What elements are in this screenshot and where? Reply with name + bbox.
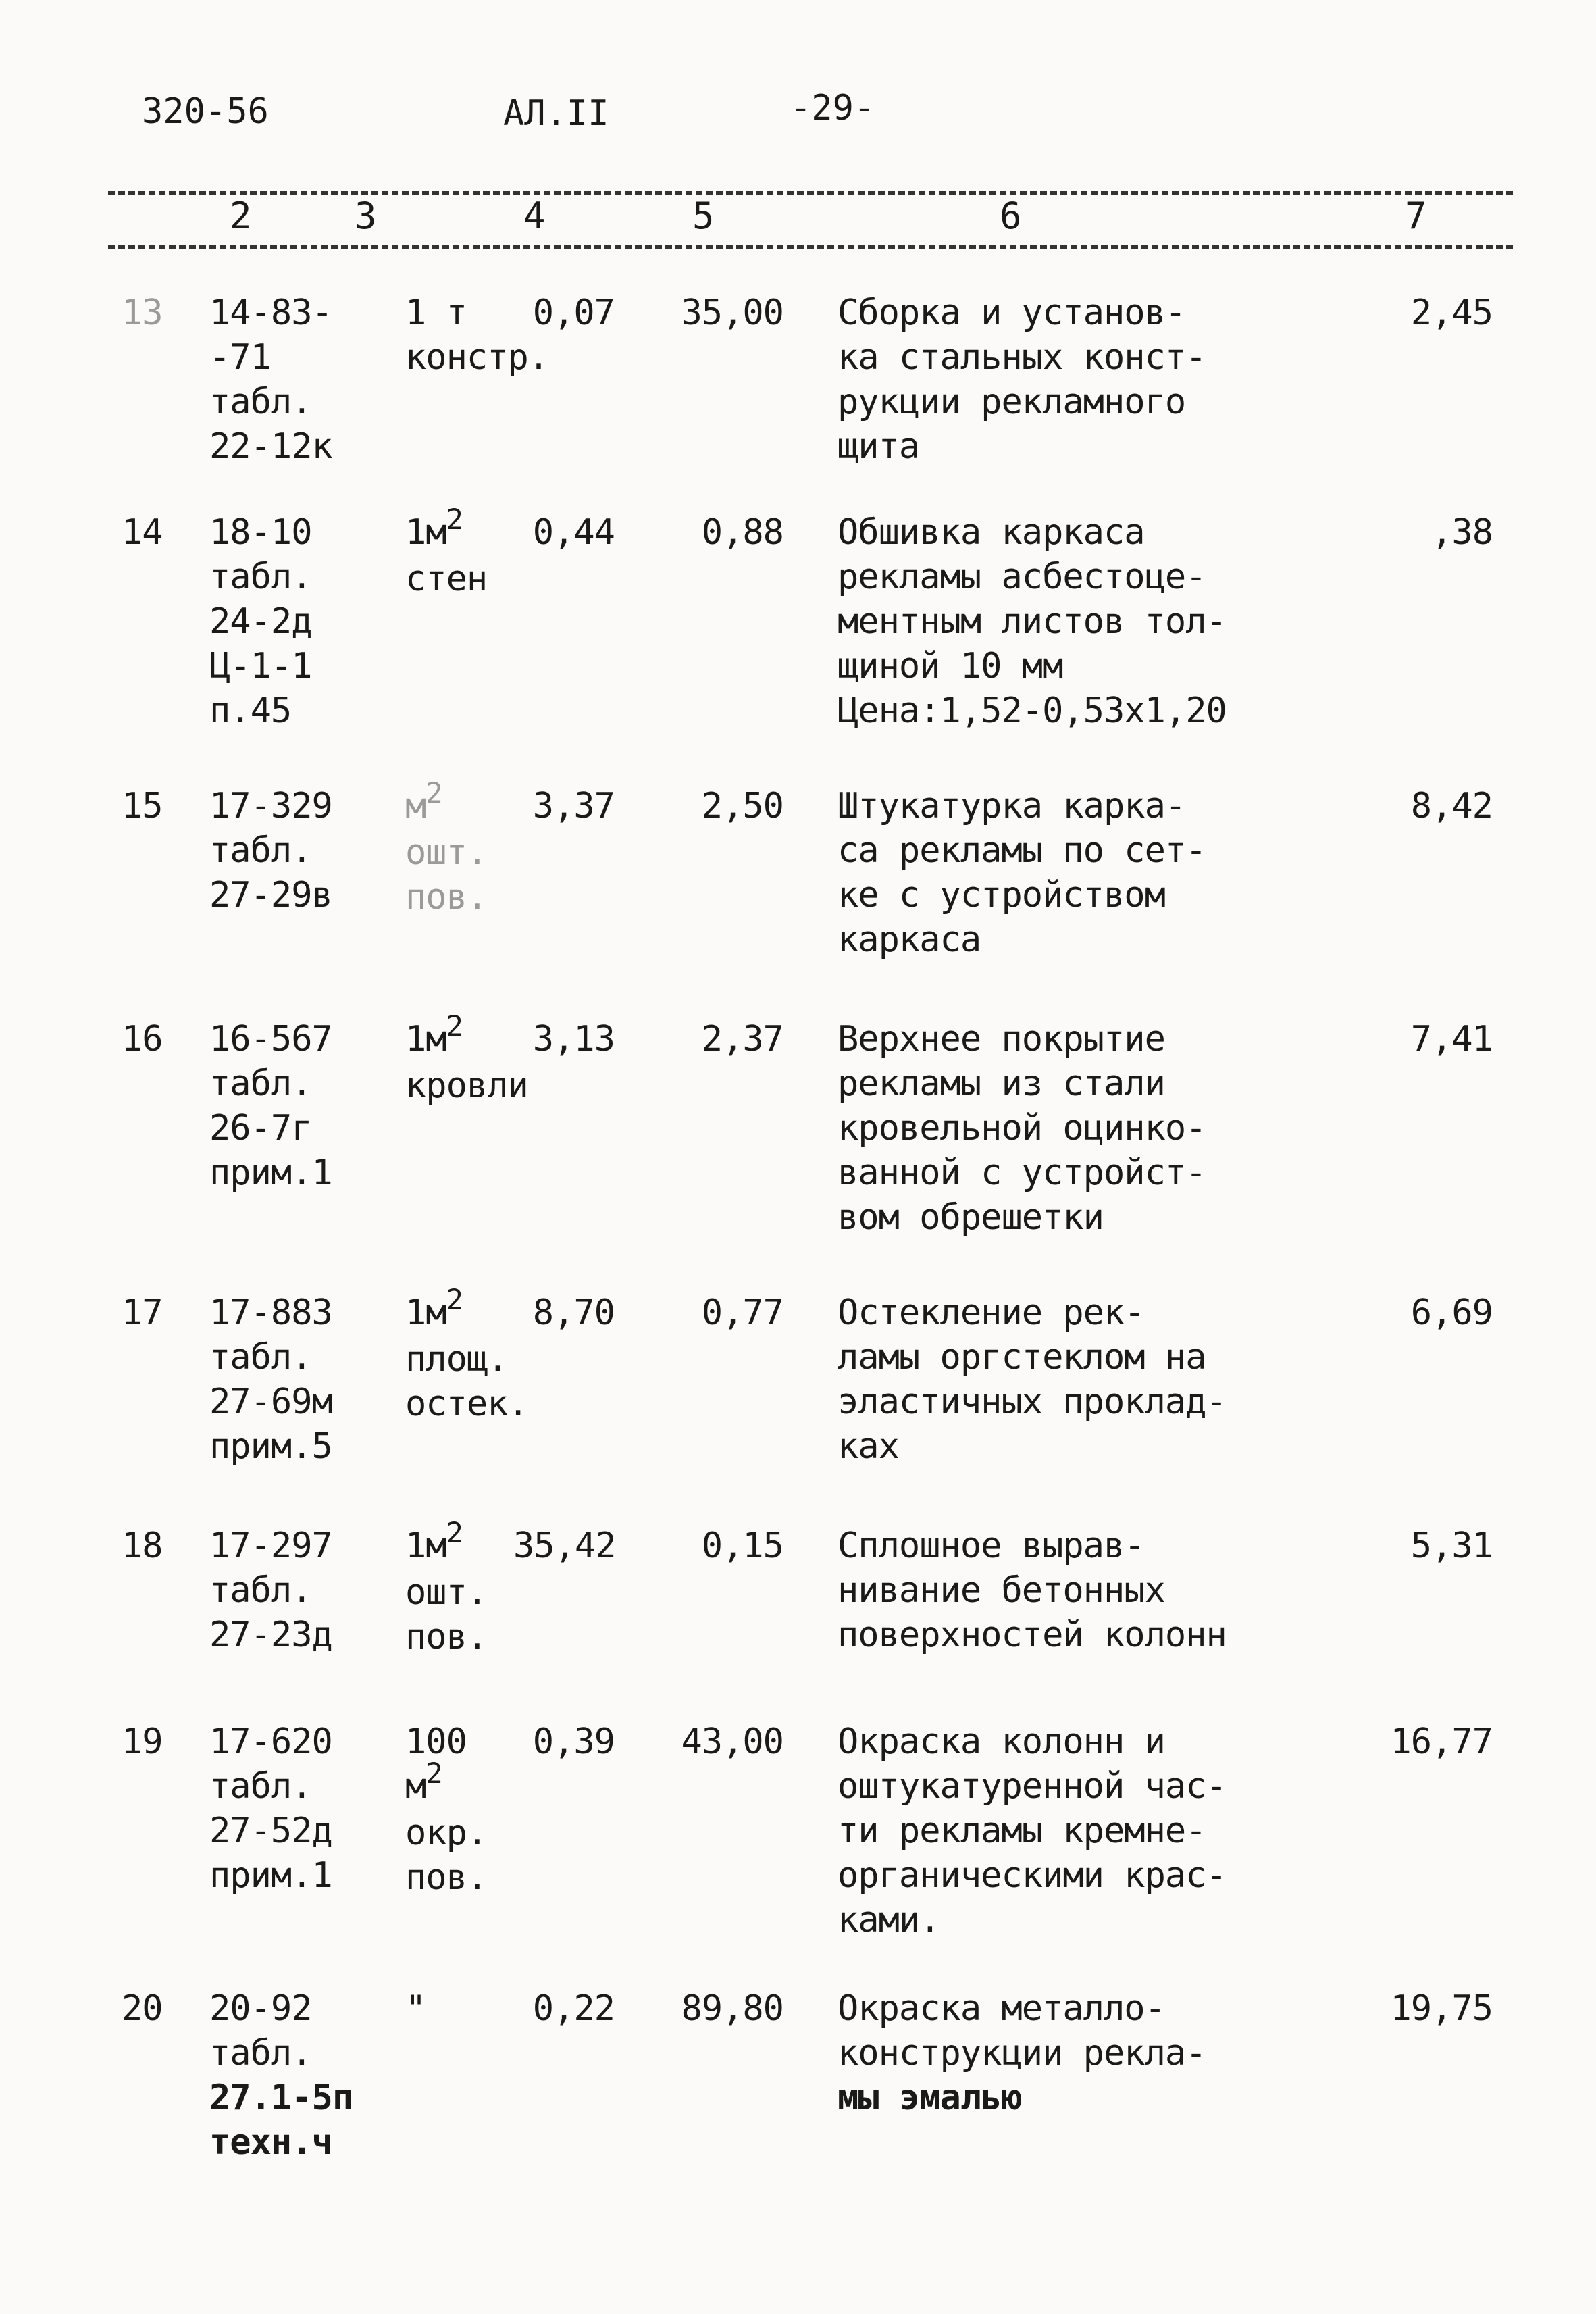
row-number: 19 [122, 1721, 163, 1762]
row-number: 16 [122, 1019, 163, 1059]
text-line: Окраска колонн и [838, 1721, 1165, 1762]
work-description [838, 291, 1206, 469]
quantity-value: 0,22 [532, 1988, 615, 2029]
work-description [838, 510, 1227, 733]
page-number: -29- [790, 88, 875, 128]
work-description [838, 1719, 1227, 1942]
unit-price: 89,80 [681, 1988, 783, 2029]
unit-of-measure [405, 1283, 528, 1426]
norm-code [209, 1017, 332, 1195]
quantity-value: 3,37 [532, 786, 615, 826]
text-line: Сборка и установ- [838, 293, 1186, 333]
text-line: 17-297 [209, 1526, 332, 1566]
text-line: кровли [405, 1065, 528, 1106]
text-line: органическими крас- [838, 1855, 1227, 1896]
text-line: 20-92 [209, 1988, 312, 2029]
text-line: нивание бетонных [838, 1570, 1165, 1611]
text-line: табл. [209, 1063, 312, 1104]
text-line: Окраска металло- [838, 1988, 1165, 2029]
quantity-value: 0,39 [532, 1721, 615, 1762]
column-header-7: 7 [1405, 195, 1427, 237]
text-line: 27.1-5п [209, 2078, 353, 2118]
text-line: табл. [209, 382, 312, 422]
text-line: прим.1 [209, 1855, 332, 1896]
work-description [838, 1017, 1206, 1240]
row-number: 15 [122, 786, 163, 826]
norm-code [209, 291, 332, 469]
text-line: ошт. [405, 1572, 488, 1613]
text-line: прим.1 [209, 1153, 332, 1193]
text-line: Ц-1-1 [209, 646, 312, 686]
unit-of-measure [405, 1719, 487, 1900]
unit-of-measure [405, 776, 488, 920]
column-header-6: 6 [1000, 195, 1022, 237]
unit-price: 35,00 [681, 293, 783, 333]
text-line: ками. [838, 1900, 940, 1940]
text-line: ка стальных конст- [838, 337, 1206, 378]
total-cost: 6,69 [1410, 1292, 1493, 1333]
text-line: 17-620 [209, 1721, 332, 1762]
text-line: прим.5 [209, 1426, 332, 1467]
text-line: ламы оргстеклом на [838, 1337, 1206, 1378]
work-description [838, 1290, 1227, 1469]
text-line: 27-29в [209, 875, 332, 915]
text-line: техн.ч [209, 2122, 332, 2163]
text-line: табл. [209, 557, 312, 597]
text-line: 17-883 [209, 1292, 332, 1333]
text-line: $1м^2$ [405, 1516, 463, 1566]
text-line: рекламы асбестоце- [838, 557, 1206, 597]
text-line: ошт. [405, 832, 488, 873]
unit-price: 0,77 [701, 1292, 783, 1333]
text-line: 27-23д [209, 1615, 332, 1655]
text-line: 14-83- [209, 293, 332, 333]
total-cost: 5,31 [1410, 1526, 1493, 1566]
text-line: Верхнее покрытие [838, 1019, 1165, 1059]
norm-code [209, 510, 312, 733]
text-line: ментным листов тол- [838, 601, 1227, 642]
text-line: пов. [405, 877, 488, 917]
text-line: табл. [209, 1337, 312, 1378]
unit-price: 0,15 [701, 1526, 783, 1566]
norm-code [209, 1290, 332, 1469]
text-line: эластичных проклад- [838, 1382, 1227, 1422]
text-line: $м^2$ [405, 1757, 442, 1807]
doc-code: 320-56 [142, 91, 269, 132]
quantity-value: 0,07 [532, 293, 615, 333]
text-line: 26-7г [209, 1108, 312, 1149]
text-line: окр. [405, 1813, 488, 1853]
total-cost: 19,75 [1390, 1988, 1493, 2029]
text-line: пов. [405, 1617, 488, 1657]
text-line: площ. [405, 1339, 508, 1380]
unit-of-measure [405, 1986, 426, 2031]
text-line: оштукатуренной час- [838, 1766, 1227, 1807]
unit-price: 0,88 [701, 512, 783, 553]
text-line: " [405, 1988, 426, 2029]
text-line: конструкции рекла- [838, 2033, 1206, 2073]
text-line: каркаса [838, 920, 981, 960]
text-line: 24-2д [209, 601, 312, 642]
column-header-3: 3 [355, 195, 377, 237]
column-header-5: 5 [692, 195, 715, 237]
text-line: щиной 10 мм [838, 646, 1063, 686]
text-line: табл. [209, 1570, 312, 1611]
row-number: 18 [122, 1526, 163, 1566]
text-line: ванной с устройст- [838, 1153, 1206, 1193]
text-line: рекламы из стали [838, 1063, 1165, 1104]
text-line: Обшивка каркаса [838, 512, 1145, 553]
text-line: п.45 [209, 690, 292, 731]
text-line: 22-12к [209, 426, 332, 467]
quantity-value: 8,70 [532, 1292, 615, 1333]
text-line: Штукатурка карка- [838, 786, 1186, 826]
text-line: 16-567 [209, 1019, 332, 1059]
text-line: Цена:1,52-0,53х1,20 [838, 690, 1227, 731]
total-cost: 16,77 [1390, 1721, 1493, 1762]
text-line: 27-69м [209, 1382, 332, 1422]
unit-of-measure [405, 503, 488, 601]
row-number: 20 [122, 1988, 163, 2029]
unit-price: 2,37 [701, 1019, 783, 1059]
unit-price: 43,00 [681, 1721, 783, 1762]
column-header-4: 4 [523, 195, 546, 237]
text-line: 17-329 [209, 786, 332, 826]
row-number: 17 [122, 1292, 163, 1333]
total-cost: 7,41 [1410, 1019, 1493, 1059]
row-number: 13 [122, 293, 163, 333]
row-number: 14 [122, 512, 163, 553]
text-line: щита [838, 426, 920, 467]
work-description [838, 1524, 1227, 1657]
text-line: рукции рекламного [838, 382, 1186, 422]
text-line: поверхностей колонн [838, 1615, 1227, 1655]
text-line: 1 т [405, 293, 467, 333]
text-line: ке с устройством [838, 875, 1165, 915]
text-line: остек. [405, 1384, 528, 1424]
text-line: ках [838, 1426, 899, 1467]
header-rule-top [108, 191, 1513, 195]
text-line: кровельной оцинко- [838, 1108, 1206, 1149]
total-cost: 2,45 [1410, 293, 1493, 333]
text-line: $м^2$ [405, 776, 442, 826]
text-line: $1м^2$ [405, 503, 463, 553]
text-line: вом обрешетки [838, 1197, 1104, 1238]
text-line: стен [405, 559, 488, 599]
text-line: табл. [209, 830, 312, 871]
norm-code [209, 784, 332, 917]
text-line: Сплошное вырав- [838, 1526, 1145, 1566]
norm-code [209, 1719, 332, 1898]
text-line: 100 [405, 1721, 467, 1762]
text-line: $1м^2$ [405, 1009, 463, 1059]
text-line: табл. [209, 1766, 312, 1807]
text-line: 18-10 [209, 512, 312, 553]
unit-price: 2,50 [701, 786, 783, 826]
work-description [838, 784, 1206, 962]
quantity-value: 35,42 [513, 1526, 616, 1566]
text-line: табл. [209, 2033, 312, 2073]
text-line: $1м^2$ [405, 1283, 463, 1333]
text-line: Остекление рек- [838, 1292, 1145, 1333]
text-line: мы эмалью [838, 2078, 1022, 2118]
text-line: -71 [209, 337, 271, 378]
unit-of-measure [405, 1009, 528, 1108]
quantity-value: 3,13 [532, 1019, 615, 1059]
text-line: 27-52д [209, 1811, 332, 1851]
text-line: ти рекламы кремне- [838, 1811, 1206, 1851]
total-cost: ,38 [1431, 512, 1493, 553]
unit-of-measure [405, 1516, 488, 1659]
text-line: констр. [405, 337, 549, 378]
album-label: АЛ.II [503, 93, 609, 134]
norm-code [209, 1524, 332, 1657]
text-line: са рекламы по сет- [838, 830, 1206, 871]
total-cost: 8,42 [1410, 786, 1493, 826]
quantity-value: 0,44 [532, 512, 615, 553]
header-rule-bottom [108, 245, 1513, 249]
text-line: пов. [405, 1857, 488, 1898]
column-header-2: 2 [230, 195, 252, 237]
norm-code [209, 1986, 353, 2165]
work-description [838, 1986, 1206, 2120]
